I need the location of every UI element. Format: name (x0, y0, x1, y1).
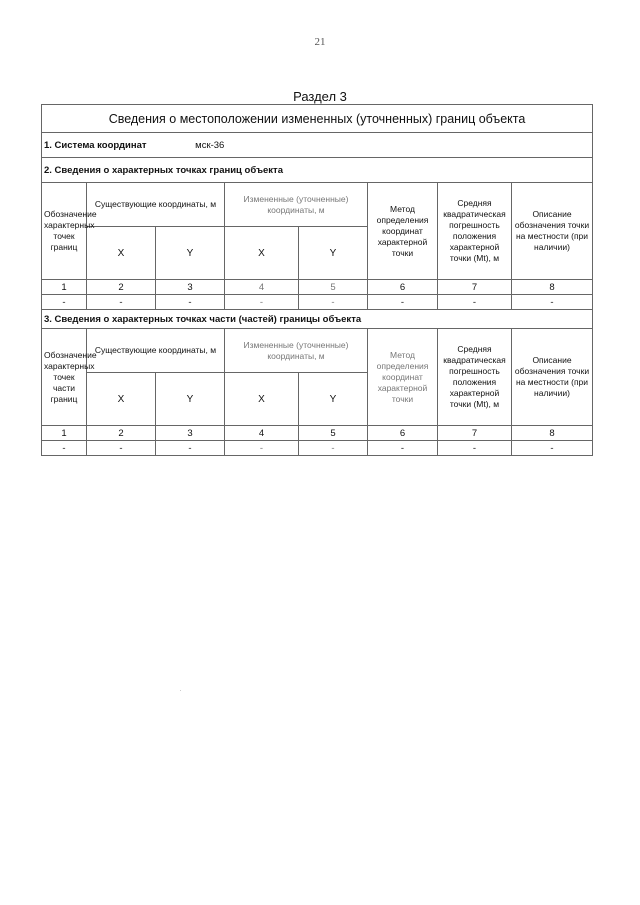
table3-cell-8: - (512, 441, 593, 456)
table2-col-error: Средняя квадратическая погрешность положения характерной точки (Mt), м (438, 183, 512, 280)
table3-col-existing: Существующие координаты, м (87, 329, 225, 373)
scan-speck (180, 690, 181, 691)
table3-colnum-4: 4 (225, 426, 299, 441)
table3-colnum-5: 5 (299, 426, 368, 441)
table3-cell-3: - (156, 441, 225, 456)
table3-cell-7: - (438, 441, 512, 456)
table3-cell-2: - (87, 441, 156, 456)
table2-cell-6: - (368, 295, 438, 310)
table2-col-changed: Измененные (уточненные) координаты, м (225, 183, 368, 227)
table2-col-description: Описание обозначения точки на местности (при наличии) (512, 183, 593, 280)
table2-existing-y: Y (156, 227, 225, 280)
table3-colnum-7: 7 (438, 426, 512, 441)
table2-colnum-1: 1 (42, 280, 87, 295)
table3-col-error: Средняя квадратическая погрешность положения характерной точки (Mt), м (438, 329, 512, 426)
table3-colnum-2: 2 (87, 426, 156, 441)
table3-existing-x: X (87, 373, 156, 426)
table2-col-existing: Существующие координаты, м (87, 183, 225, 227)
table2-cell-8: - (512, 295, 593, 310)
table3-cell-5: - (299, 441, 368, 456)
table3-colnum-3: 3 (156, 426, 225, 441)
table2-colnum-7: 7 (438, 280, 512, 295)
table2-title: 2. Сведения о характерных точках границ объекта (42, 158, 593, 183)
table3-existing-y: Y (156, 373, 225, 426)
table3-col-method: Метод определения координат характерной точки (368, 329, 438, 426)
table2-changed-y: Y (299, 227, 368, 280)
coord-system-row (42, 133, 593, 158)
table3-col-designation: Обозначение характерных точек части границ (42, 329, 87, 426)
coord-system-label: 1. Система координат (44, 139, 147, 151)
table2-colnum-4: 4 (225, 280, 299, 295)
table3-col-changed: Измененные (уточненные) координаты, м (225, 329, 368, 373)
table2-cell-7: - (438, 295, 512, 310)
section-title: Раздел 3 (293, 89, 347, 104)
table2-colnum-5: 5 (299, 280, 368, 295)
main-heading: Сведения о местоположении измененных (уточненных) границ объекта (42, 105, 593, 133)
table2-cell-2: - (87, 295, 156, 310)
page-number: 21 (314, 36, 326, 48)
table3-cell-4: - (225, 441, 299, 456)
table2-changed-x: X (225, 227, 299, 280)
table2-colnum-2: 2 (87, 280, 156, 295)
table3-cell-1: - (42, 441, 87, 456)
table3-colnum-8: 8 (512, 426, 593, 441)
table2-col-designation: Обозначение характерных точек границ (42, 183, 87, 280)
table3-changed-x: X (225, 373, 299, 426)
coord-system-value: мск-36 (195, 139, 225, 151)
table2-colnum-8: 8 (512, 280, 593, 295)
table2-cell-5: - (299, 295, 368, 310)
table3-title: 3. Сведения о характерных точках части (частей) границы объекта (42, 310, 593, 329)
table2-cell-4: - (225, 295, 299, 310)
table3-changed-y: Y (299, 373, 368, 426)
table2-existing-x: X (87, 227, 156, 280)
table2-cell-3: - (156, 295, 225, 310)
table3-colnum-1: 1 (42, 426, 87, 441)
table3-cell-6: - (368, 441, 438, 456)
table3-col-description: Описание обозначения точки на местности (при наличии) (512, 329, 593, 426)
table2-cell-1: - (42, 295, 87, 310)
table3-colnum-6: 6 (368, 426, 438, 441)
table2-colnum-3: 3 (156, 280, 225, 295)
table2-colnum-6: 6 (368, 280, 438, 295)
boundary-info-table (41, 104, 593, 456)
table2-col-method: Метод определения координат характерной точки (368, 183, 438, 280)
